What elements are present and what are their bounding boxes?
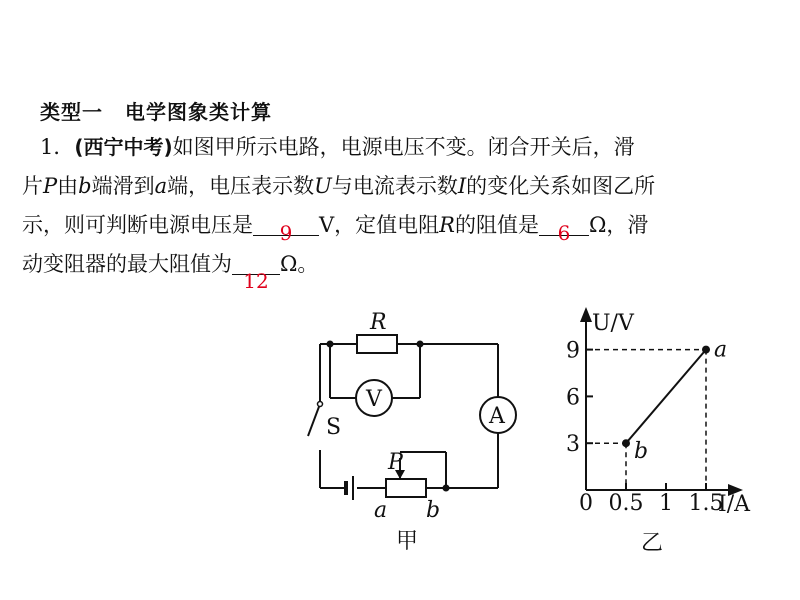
text-fragment: 的变化关系如图乙所	[466, 174, 656, 198]
resistor-r	[357, 335, 397, 353]
x-tick-label: 1	[659, 491, 673, 516]
label-a: A	[489, 404, 505, 429]
junction-dot	[443, 485, 450, 492]
point-a	[702, 346, 710, 354]
y-axis-label: U/V	[592, 311, 634, 336]
label-v: V	[366, 387, 382, 412]
text-fragment: 端，电压表示数	[167, 174, 315, 198]
text-fragment: V，定值电阻	[319, 213, 440, 237]
switch-contact	[318, 402, 323, 407]
text-fragment: 动变阻器的最大阻值为	[22, 252, 232, 276]
section-label: 类型一	[40, 100, 103, 124]
text-fragment: Ω。	[280, 252, 319, 276]
y-tick-label: 9	[566, 338, 580, 364]
point-label-b: b	[634, 439, 649, 465]
label-end-a: a	[374, 498, 388, 523]
text-fragment: Ω，滑	[588, 213, 649, 237]
text-fragment: 由	[57, 174, 79, 198]
x-tick-label: 0.5	[608, 491, 644, 516]
text-fragment: 的阻值是	[454, 213, 539, 237]
section-title: 电学图象类计算	[125, 100, 272, 124]
label-p: P	[388, 450, 403, 475]
text-fragment: 片	[22, 174, 43, 198]
x-tick-label: 1.5	[688, 491, 724, 516]
graph-series	[622, 338, 727, 465]
point-b	[622, 439, 630, 447]
x-axis-label: I/A	[718, 492, 750, 517]
text-fragment: 与电流表示数	[331, 174, 458, 198]
label-r: R	[370, 310, 387, 335]
label-end-b: b	[426, 498, 441, 523]
var-b: b	[78, 174, 92, 198]
point-label-a: a	[714, 337, 728, 363]
var-a: a	[154, 174, 168, 198]
text-fragment: 端滑到	[91, 174, 155, 198]
answer-voltage: 9	[279, 221, 293, 245]
y-tick-label: 6	[566, 385, 580, 411]
ui-graph	[566, 307, 751, 556]
var-r: R	[439, 213, 455, 237]
label-s: S	[326, 415, 342, 440]
circuit-caption: 甲	[396, 529, 419, 554]
graph-caption: 乙	[641, 531, 664, 556]
rheostat	[386, 479, 426, 497]
series-line	[626, 350, 706, 444]
origin-label: 0	[579, 491, 593, 516]
answer-max-resistance: 12	[243, 269, 269, 293]
text-fragment: 示，则可判断电源电压是	[22, 213, 253, 237]
problem-number: 1．	[40, 135, 75, 159]
problem-text-1: 如图甲所示电路，电源电压不变。闭合开关后，滑	[172, 135, 635, 159]
junction-dot	[417, 341, 424, 348]
answer-resistance: 6	[557, 221, 571, 245]
junction-dot	[327, 341, 334, 348]
var-i: I	[457, 174, 467, 198]
switch-s	[308, 404, 320, 436]
var-u: U	[314, 174, 332, 198]
var-p: P	[43, 174, 58, 198]
y-tick-label: 3	[566, 432, 580, 458]
problem-source: (西宁中考)	[74, 135, 173, 159]
y-axis-arrow	[580, 307, 592, 322]
